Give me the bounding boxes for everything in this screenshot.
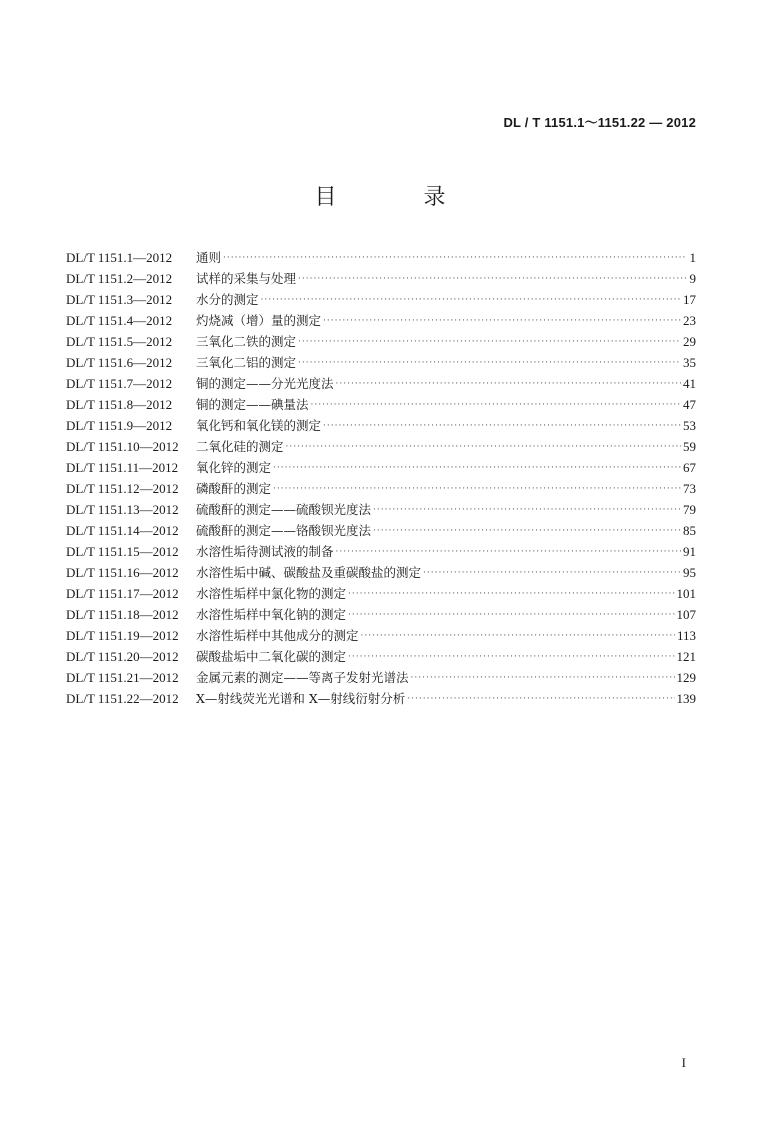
toc-entry-title: 水溶性垢样中氯化物的测定 bbox=[196, 586, 347, 601]
toc-entry-code: DL/T 1151.9—2012 bbox=[66, 418, 173, 433]
toc-entry-code: DL/T 1151.6—2012 bbox=[66, 355, 173, 370]
toc-leader-dots bbox=[373, 526, 681, 536]
toc-leader-dots bbox=[361, 631, 675, 641]
toc-entry-title: X—射线荧光光谱和 X—射线衍射分析 bbox=[196, 691, 406, 706]
toc-entry[interactable] bbox=[66, 332, 696, 353]
toc-entry[interactable] bbox=[66, 353, 696, 374]
toc-entry-page: 23 bbox=[683, 313, 696, 328]
toc-entry[interactable] bbox=[66, 437, 696, 458]
toc-entry-title: 氧化锌的测定 bbox=[196, 460, 272, 475]
toc-entry-page: 85 bbox=[683, 523, 696, 538]
toc-entry[interactable] bbox=[66, 584, 696, 605]
toc-leader-dots bbox=[298, 358, 681, 368]
toc-entry-page: 67 bbox=[683, 460, 696, 475]
toc-entry-page: 59 bbox=[683, 439, 696, 454]
toc-entry-title: 通则 bbox=[196, 250, 222, 265]
toc-entry-title: 三氧化二铁的测定 bbox=[196, 334, 297, 349]
toc-entry[interactable] bbox=[66, 311, 696, 332]
toc-entry-title: 水溶性垢样中其他成分的测定 bbox=[196, 628, 359, 643]
toc-entry-title: 灼烧减（增）量的测定 bbox=[196, 313, 322, 328]
toc-entry-page: 41 bbox=[683, 376, 696, 391]
table-of-contents bbox=[66, 248, 696, 710]
toc-leader-dots bbox=[323, 316, 681, 326]
toc-entry[interactable] bbox=[66, 542, 696, 563]
toc-leader-dots bbox=[348, 610, 674, 620]
toc-leader-dots bbox=[323, 421, 681, 431]
toc-entry-page: 17 bbox=[683, 292, 696, 307]
toc-entry-title: 水溶性垢样中氧化钠的测定 bbox=[196, 607, 347, 622]
toc-entry-code: DL/T 1151.3—2012 bbox=[66, 292, 173, 307]
toc-entry-title: 水溶性垢待测试液的制备 bbox=[196, 544, 334, 559]
toc-entry-page: 107 bbox=[676, 607, 696, 622]
toc-entry-code: DL/T 1151.2—2012 bbox=[66, 271, 173, 286]
toc-entry-page: 1 bbox=[689, 250, 696, 265]
toc-entry[interactable] bbox=[66, 269, 696, 290]
toc-entry-title: 水分的测定 bbox=[196, 292, 259, 307]
toc-entry-title: 铜的测定——分光光度法 bbox=[196, 376, 334, 391]
toc-entry-code: DL/T 1151.19—2012 bbox=[66, 628, 179, 643]
toc-leader-dots bbox=[273, 463, 681, 473]
toc-entry-code: DL/T 1151.22—2012 bbox=[66, 691, 179, 706]
toc-entry-page: 113 bbox=[676, 628, 696, 643]
page-number: I bbox=[681, 1055, 686, 1070]
toc-leader-dots bbox=[298, 274, 686, 284]
toc-entry-page: 129 bbox=[676, 670, 696, 685]
toc-leader-dots bbox=[261, 295, 681, 305]
toc-entry-title: 磷酸酐的测定 bbox=[196, 481, 272, 496]
toc-entry-page: 29 bbox=[683, 334, 696, 349]
toc-entry-page: 47 bbox=[683, 397, 696, 412]
toc-leader-dots bbox=[423, 568, 681, 578]
toc-leader-dots bbox=[223, 253, 686, 263]
toc-entry-page: 73 bbox=[683, 481, 696, 496]
toc-entry-title: 水溶性垢中碱、碳酸盐及重碳酸盐的测定 bbox=[196, 565, 422, 580]
toc-entry-code: DL/T 1151.16—2012 bbox=[66, 565, 179, 580]
toc-entry-code: DL/T 1151.18—2012 bbox=[66, 607, 179, 622]
toc-entry-title: 金属元素的测定——等离子发射光谱法 bbox=[196, 670, 409, 685]
toc-entry-code: DL/T 1151.20—2012 bbox=[66, 649, 179, 664]
toc-leader-dots bbox=[348, 589, 674, 599]
toc-entry-code: DL/T 1151.7—2012 bbox=[66, 376, 173, 391]
toc-entry-code: DL/T 1151.4—2012 bbox=[66, 313, 173, 328]
toc-entry-page: 53 bbox=[683, 418, 696, 433]
toc-entry-page: 9 bbox=[689, 271, 696, 286]
toc-leader-dots bbox=[373, 505, 681, 515]
toc-leader-dots bbox=[348, 652, 674, 662]
toc-entry[interactable] bbox=[66, 458, 696, 479]
toc-entry[interactable] bbox=[66, 290, 696, 311]
toc-leader-dots bbox=[407, 694, 674, 704]
toc-leader-dots bbox=[273, 484, 681, 494]
toc-entry-code: DL/T 1151.5—2012 bbox=[66, 334, 173, 349]
toc-leader-dots bbox=[411, 673, 675, 683]
toc-entry[interactable] bbox=[66, 521, 696, 542]
toc-entry-title: 氧化钙和氧化镁的测定 bbox=[196, 418, 322, 433]
toc-entry-code: DL/T 1151.15—2012 bbox=[66, 544, 179, 559]
toc-entry[interactable] bbox=[66, 647, 696, 668]
toc-leader-dots bbox=[286, 442, 681, 452]
toc-entry-title: 试样的采集与处理 bbox=[196, 271, 297, 286]
toc-entry-code: DL/T 1151.17—2012 bbox=[66, 586, 179, 601]
toc-entry[interactable] bbox=[66, 668, 696, 689]
toc-entry-code: DL/T 1151.1—2012 bbox=[66, 250, 173, 265]
toc-entry-code: DL/T 1151.8—2012 bbox=[66, 397, 173, 412]
toc-entry[interactable] bbox=[66, 395, 696, 416]
toc-entry[interactable] bbox=[66, 374, 696, 395]
toc-entry-code: DL/T 1151.21—2012 bbox=[66, 670, 179, 685]
toc-entry-title: 二氧化硅的测定 bbox=[196, 439, 284, 454]
toc-entry-code: DL/T 1151.14—2012 bbox=[66, 523, 179, 538]
toc-entry-title: 三氧化二铝的测定 bbox=[196, 355, 297, 370]
toc-entry-title: 硫酸酐的测定——铬酸钡光度法 bbox=[196, 523, 372, 538]
toc-entry[interactable] bbox=[66, 479, 696, 500]
toc-entry[interactable] bbox=[66, 248, 696, 269]
toc-entry[interactable] bbox=[66, 416, 696, 437]
toc-entry[interactable] bbox=[66, 500, 696, 521]
toc-entry-code: DL/T 1151.13—2012 bbox=[66, 502, 179, 517]
toc-entry-page: 95 bbox=[683, 565, 696, 580]
toc-entry-code: DL/T 1151.10—2012 bbox=[66, 439, 179, 454]
toc-entry-code: DL/T 1151.12—2012 bbox=[66, 481, 179, 496]
toc-leader-dots bbox=[298, 337, 681, 347]
toc-entry[interactable] bbox=[66, 605, 696, 626]
toc-entry-title: 碳酸盐垢中二氧化碳的测定 bbox=[196, 649, 347, 664]
page-title: 目 录 bbox=[314, 185, 486, 210]
toc-entry-page: 91 bbox=[683, 544, 696, 559]
toc-entry[interactable] bbox=[66, 689, 696, 710]
toc-entry[interactable] bbox=[66, 563, 696, 584]
toc-leader-dots bbox=[336, 379, 681, 389]
toc-entry-title: 硫酸酐的测定——硫酸钡光度法 bbox=[196, 502, 372, 517]
toc-entry-title: 铜的测定——碘量法 bbox=[196, 397, 309, 412]
standard-code-header: DL / T 1151.1～1151.22 — 2012 bbox=[503, 115, 696, 130]
toc-entry-page: 101 bbox=[676, 586, 696, 601]
toc-entry-page: 79 bbox=[683, 502, 696, 517]
toc-entry-page: 35 bbox=[683, 355, 696, 370]
toc-entry-page: 139 bbox=[676, 691, 696, 706]
toc-leader-dots bbox=[311, 400, 681, 410]
toc-entry-page: 121 bbox=[676, 649, 696, 664]
toc-leader-dots bbox=[336, 547, 681, 557]
toc-entry[interactable] bbox=[66, 626, 696, 647]
toc-entry-code: DL/T 1151.11—2012 bbox=[66, 460, 179, 475]
